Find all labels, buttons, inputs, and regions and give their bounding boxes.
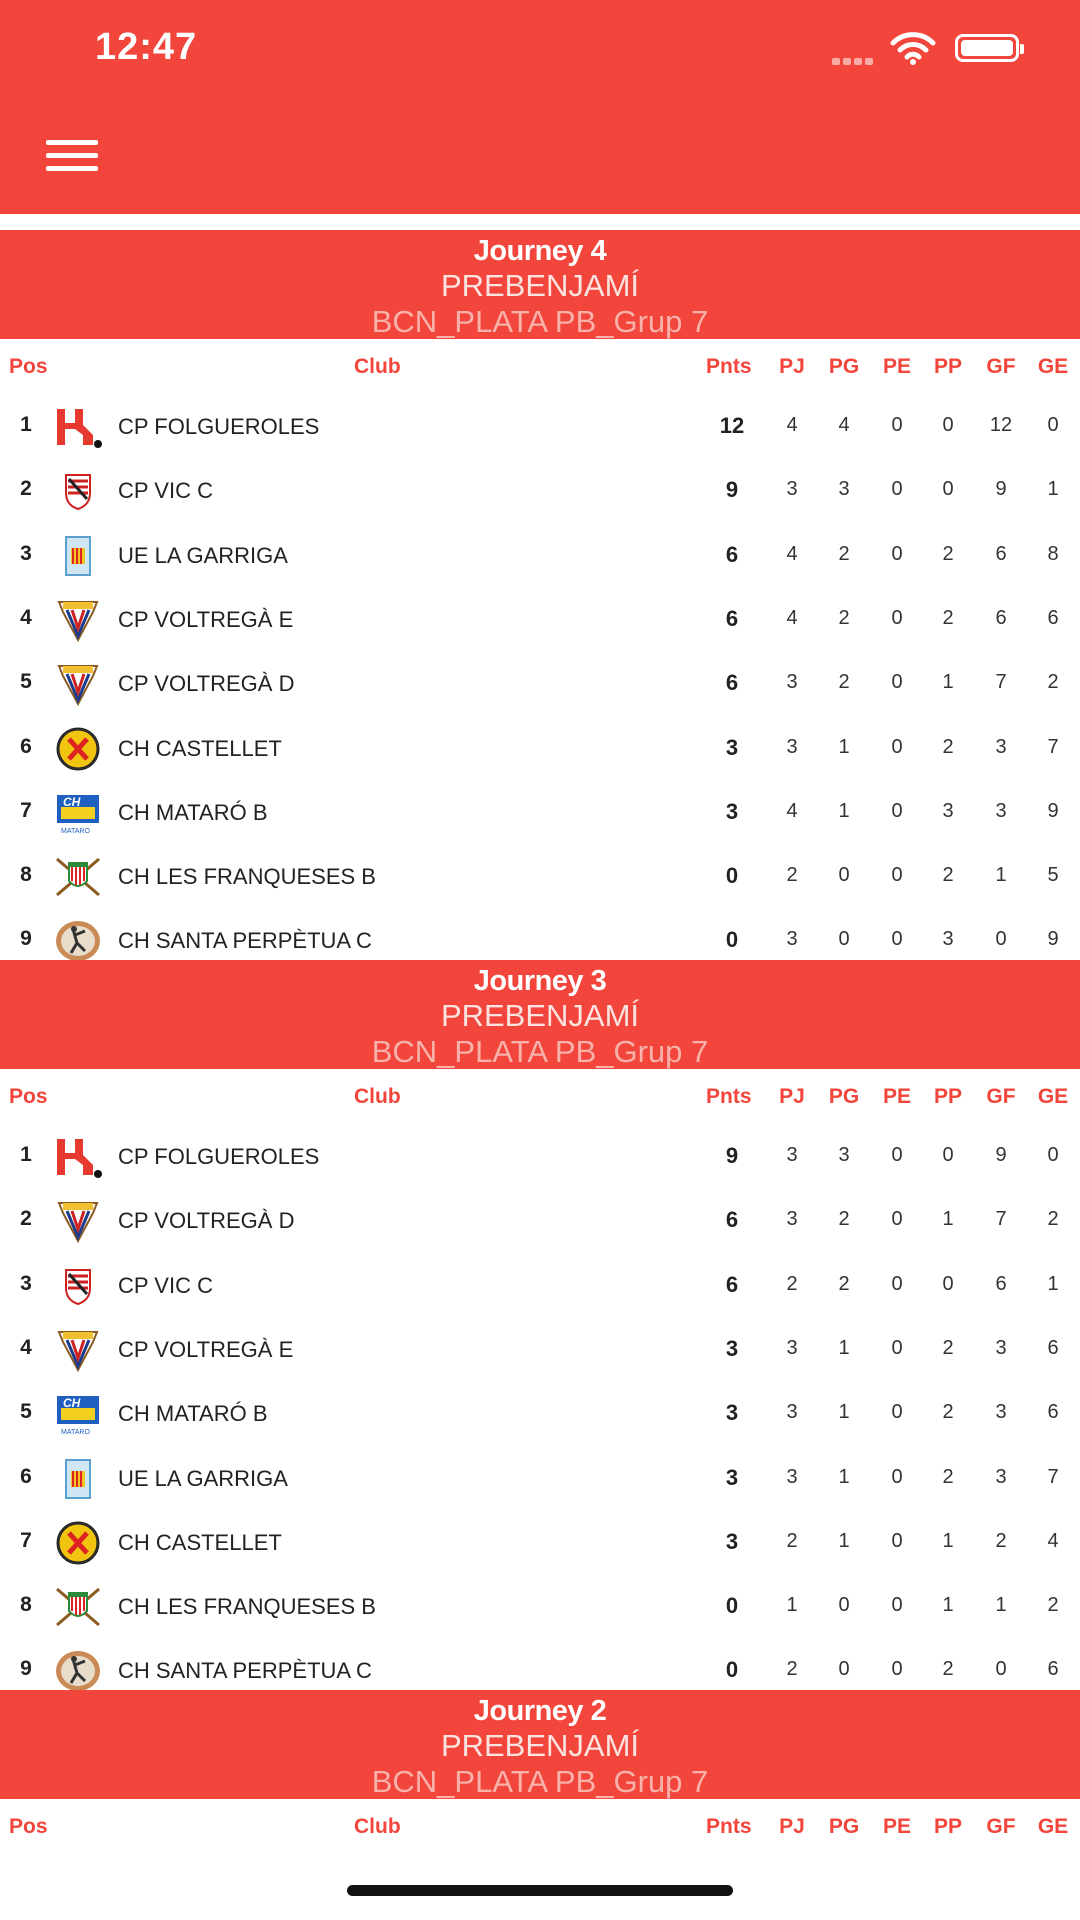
row-pe: 0 bbox=[891, 1144, 903, 1166]
row-pg: 1 bbox=[838, 799, 850, 822]
row-position: 7 bbox=[20, 798, 32, 822]
row-ge: 0 bbox=[1047, 414, 1059, 436]
club-name: CP FOLGUEROLES bbox=[118, 1144, 320, 1169]
table-row[interactable] bbox=[0, 1447, 1080, 1511]
row-pe: 0 bbox=[891, 928, 903, 951]
row-pp: 0 bbox=[942, 478, 954, 501]
row-gf: 12 bbox=[989, 414, 1013, 436]
journey-group: BCN_PLATA PB_Grup 7 bbox=[371, 1764, 709, 1799]
club-name: UE LA GARRIGA bbox=[118, 1465, 288, 1491]
row-points: 0 bbox=[725, 927, 739, 953]
club-name: CH LES FRANQUESES B bbox=[118, 864, 376, 890]
row-points: 3 bbox=[725, 734, 739, 760]
row-gf: 1 bbox=[995, 1594, 1007, 1617]
column-ge: GE bbox=[1037, 355, 1069, 378]
row-ge: 2 bbox=[1047, 1208, 1059, 1231]
row-gf: 6 bbox=[995, 606, 1007, 629]
wifi-icon bbox=[890, 30, 936, 66]
club-name: CH CASTELLET bbox=[118, 735, 282, 761]
row-position: 4 bbox=[20, 1335, 32, 1359]
row-gf: 3 bbox=[995, 799, 1007, 822]
column-pj: PJ bbox=[779, 355, 805, 378]
row-position: 1 bbox=[20, 413, 32, 436]
signal-icon bbox=[832, 52, 882, 60]
row-pe: 0 bbox=[891, 414, 903, 436]
row-pj: 3 bbox=[786, 478, 798, 501]
row-pj: 2 bbox=[786, 1658, 798, 1681]
row-ge: 8 bbox=[1047, 542, 1059, 565]
club-name: CP VOLTREGÀ D bbox=[118, 671, 295, 697]
row-pj: 3 bbox=[786, 1336, 798, 1359]
row-gf: 2 bbox=[995, 1529, 1007, 1552]
row-pg: 1 bbox=[838, 1336, 850, 1359]
column-pj: PJ bbox=[779, 1085, 805, 1108]
row-position: 9 bbox=[20, 927, 32, 951]
club-name: CP VIC C bbox=[118, 1272, 213, 1298]
row-pp: 3 bbox=[942, 799, 954, 822]
table-row[interactable] bbox=[0, 652, 1080, 716]
row-ge: 5 bbox=[1047, 864, 1059, 887]
row-position: 8 bbox=[20, 863, 32, 887]
row-pe: 0 bbox=[891, 1336, 903, 1359]
row-ge: 1 bbox=[1047, 1272, 1059, 1295]
row-gf: 7 bbox=[995, 1208, 1007, 1231]
row-ge: 1 bbox=[1047, 478, 1059, 501]
row-gf: 3 bbox=[995, 1401, 1007, 1424]
club-name: CH SANTA PERPÈTUA C bbox=[118, 1658, 372, 1684]
table-row[interactable] bbox=[0, 459, 1080, 523]
voltrega-logo bbox=[53, 1328, 103, 1372]
journey-title: Journey 3 bbox=[473, 965, 607, 997]
row-pg: 4 bbox=[838, 414, 850, 436]
column-pnts: Pnts bbox=[706, 1815, 752, 1838]
row-position: 7 bbox=[20, 1528, 32, 1552]
row-ge: 7 bbox=[1047, 1465, 1059, 1488]
table-row[interactable] bbox=[0, 1511, 1080, 1575]
row-position: 1 bbox=[20, 1143, 32, 1166]
table-row[interactable] bbox=[0, 1318, 1080, 1382]
row-position: 6 bbox=[20, 1464, 32, 1488]
row-pp: 0 bbox=[942, 1272, 954, 1295]
row-pe: 0 bbox=[891, 1529, 903, 1552]
row-position: 2 bbox=[20, 1207, 32, 1231]
club-name: UE LA GARRIGA bbox=[118, 542, 288, 568]
column-ge: GE bbox=[1037, 1085, 1069, 1108]
row-points: 3 bbox=[725, 1335, 739, 1361]
castellet-logo bbox=[53, 727, 103, 771]
row-gf: 9 bbox=[995, 1144, 1007, 1166]
row-pe: 0 bbox=[891, 864, 903, 887]
row-pg: 3 bbox=[838, 478, 850, 501]
castellet-logo bbox=[53, 1521, 103, 1565]
row-position: 9 bbox=[20, 1657, 32, 1681]
row-points: 9 bbox=[725, 477, 739, 503]
row-gf: 0 bbox=[995, 1658, 1007, 1681]
voltrega-logo bbox=[53, 1199, 103, 1243]
row-ge: 6 bbox=[1047, 606, 1059, 629]
row-ge: 6 bbox=[1047, 1658, 1059, 1681]
column-pp: PP bbox=[933, 1085, 962, 1108]
column-pg: PG bbox=[828, 1815, 860, 1838]
column-pnts: Pnts bbox=[706, 355, 752, 378]
row-points: 0 bbox=[725, 1657, 739, 1683]
journey-header bbox=[0, 1690, 1080, 1799]
club-name: CH CASTELLET bbox=[118, 1529, 282, 1555]
row-pg: 1 bbox=[838, 1529, 850, 1552]
column-pos: Pos bbox=[9, 1085, 48, 1108]
column-pg: PG bbox=[828, 355, 860, 378]
svg-text:CH: CH bbox=[63, 794, 81, 809]
row-pg: 2 bbox=[838, 542, 850, 565]
column-club: Club bbox=[354, 355, 401, 378]
row-pj: 2 bbox=[786, 864, 798, 887]
row-ge: 2 bbox=[1047, 1594, 1059, 1617]
row-pe: 0 bbox=[891, 478, 903, 501]
row-gf: 1 bbox=[995, 864, 1007, 887]
mataro-logo bbox=[53, 791, 103, 835]
row-position: 3 bbox=[20, 541, 32, 565]
row-pe: 0 bbox=[891, 606, 903, 629]
column-ge: GE bbox=[1037, 1815, 1069, 1838]
row-ge: 0 bbox=[1047, 1144, 1059, 1166]
row-pp: 0 bbox=[942, 414, 954, 436]
column-pe: PE bbox=[882, 355, 911, 378]
perpetua-logo bbox=[53, 1649, 103, 1693]
row-pg: 2 bbox=[838, 1272, 850, 1295]
column-pe: PE bbox=[882, 1815, 911, 1838]
row-position: 3 bbox=[20, 1271, 32, 1295]
row-pj: 3 bbox=[786, 671, 798, 694]
row-pj: 3 bbox=[786, 928, 798, 951]
row-pg: 1 bbox=[838, 735, 850, 758]
column-pe: PE bbox=[882, 1085, 911, 1108]
row-pp: 2 bbox=[942, 606, 954, 629]
journey-group: BCN_PLATA PB_Grup 7 bbox=[371, 1034, 709, 1069]
row-points: 9 bbox=[725, 1143, 739, 1168]
row-points: 3 bbox=[725, 1528, 739, 1554]
club-name: CP VOLTREGÀ E bbox=[118, 1336, 294, 1362]
column-header bbox=[0, 1803, 1080, 1855]
row-pj: 3 bbox=[786, 1208, 798, 1231]
row-pg: 2 bbox=[838, 671, 850, 694]
home-indicator bbox=[347, 1885, 733, 1896]
row-pp: 1 bbox=[942, 1594, 954, 1617]
row-gf: 9 bbox=[995, 478, 1007, 501]
row-pj: 3 bbox=[786, 1144, 798, 1166]
journey-title: Journey 4 bbox=[473, 235, 607, 267]
row-pj: 3 bbox=[786, 1465, 798, 1488]
row-pe: 0 bbox=[891, 1208, 903, 1231]
row-points: 6 bbox=[725, 1207, 739, 1233]
table-row[interactable] bbox=[0, 1382, 1080, 1446]
row-position: 6 bbox=[20, 734, 32, 758]
row-ge: 6 bbox=[1047, 1401, 1059, 1424]
row-pg: 2 bbox=[838, 1208, 850, 1231]
column-pos: Pos bbox=[9, 1815, 48, 1838]
row-points: 0 bbox=[725, 1593, 739, 1619]
perpetua-logo bbox=[53, 919, 103, 963]
row-pg: 1 bbox=[838, 1401, 850, 1424]
row-pg: 0 bbox=[838, 928, 850, 951]
journey-header bbox=[0, 230, 1080, 339]
row-pe: 0 bbox=[891, 1658, 903, 1681]
row-gf: 6 bbox=[995, 542, 1007, 565]
journey-category: PREBENJAMÍ bbox=[440, 1728, 640, 1763]
row-pp: 1 bbox=[942, 671, 954, 694]
row-pp: 2 bbox=[942, 1401, 954, 1424]
journey-category: PREBENJAMÍ bbox=[440, 268, 640, 303]
mataro-logo bbox=[53, 1392, 103, 1436]
row-points: 6 bbox=[725, 1271, 739, 1297]
row-pj: 3 bbox=[786, 735, 798, 758]
row-gf: 3 bbox=[995, 1465, 1007, 1488]
column-gf: GF bbox=[986, 355, 1016, 378]
table-row[interactable] bbox=[0, 845, 1080, 909]
journey-group: BCN_PLATA PB_Grup 7 bbox=[371, 304, 709, 339]
svg-text:CH: CH bbox=[63, 1396, 81, 1411]
row-position: 2 bbox=[20, 477, 32, 501]
table-row[interactable] bbox=[0, 1575, 1080, 1639]
row-ge: 9 bbox=[1047, 928, 1059, 951]
row-pp: 2 bbox=[942, 1336, 954, 1359]
table-row[interactable] bbox=[0, 781, 1080, 845]
row-points: 3 bbox=[725, 1400, 739, 1426]
row-pp: 0 bbox=[942, 1144, 954, 1166]
row-pj: 2 bbox=[786, 1529, 798, 1552]
voltrega-logo bbox=[53, 598, 103, 642]
row-pg: 0 bbox=[838, 1594, 850, 1617]
row-position: 5 bbox=[20, 670, 32, 694]
club-name: CP VOLTREGÀ E bbox=[118, 606, 294, 632]
row-pg: 0 bbox=[838, 1658, 850, 1681]
row-gf: 3 bbox=[995, 735, 1007, 758]
row-position: 4 bbox=[20, 605, 32, 629]
voltrega-logo bbox=[53, 662, 103, 706]
row-pg: 2 bbox=[838, 606, 850, 629]
vic-logo bbox=[53, 469, 103, 513]
table-row[interactable] bbox=[0, 1189, 1080, 1253]
table-row[interactable] bbox=[0, 524, 1080, 588]
column-gf: GF bbox=[986, 1815, 1016, 1838]
row-pe: 0 bbox=[891, 671, 903, 694]
row-gf: 3 bbox=[995, 1336, 1007, 1359]
row-pj: 4 bbox=[786, 606, 798, 629]
folgueroles-logo bbox=[53, 405, 103, 449]
nav-bar bbox=[0, 100, 1080, 214]
column-club: Club bbox=[354, 1815, 401, 1838]
row-pp: 1 bbox=[942, 1529, 954, 1552]
row-pe: 0 bbox=[891, 799, 903, 822]
status-time: 12:47 bbox=[95, 26, 198, 68]
club-name: CP FOLGUEROLES bbox=[118, 414, 320, 439]
table-row[interactable] bbox=[0, 588, 1080, 652]
row-gf: 6 bbox=[995, 1272, 1007, 1295]
row-gf: 7 bbox=[995, 671, 1007, 694]
status-bar bbox=[0, 0, 1080, 100]
row-points: 3 bbox=[725, 798, 739, 824]
table-row[interactable] bbox=[0, 395, 1080, 459]
column-header bbox=[0, 1073, 1080, 1125]
row-pp: 1 bbox=[942, 1208, 954, 1231]
club-name: CP VOLTREGÀ D bbox=[118, 1208, 295, 1234]
column-pg: PG bbox=[828, 1085, 860, 1108]
row-position: 8 bbox=[20, 1593, 32, 1617]
row-points: 3 bbox=[725, 1464, 739, 1490]
row-points: 0 bbox=[725, 863, 739, 889]
row-pj: 4 bbox=[786, 414, 798, 436]
svg-text:MATARO: MATARO bbox=[61, 827, 90, 835]
row-ge: 7 bbox=[1047, 735, 1059, 758]
franqueses-logo bbox=[53, 1585, 103, 1629]
row-points: 12 bbox=[719, 413, 745, 438]
row-points: 6 bbox=[725, 541, 739, 567]
row-pp: 3 bbox=[942, 928, 954, 951]
row-pe: 0 bbox=[891, 735, 903, 758]
hamburger-menu-icon[interactable] bbox=[46, 140, 98, 176]
row-position: 5 bbox=[20, 1400, 32, 1424]
table-row[interactable] bbox=[0, 717, 1080, 781]
row-pe: 0 bbox=[891, 542, 903, 565]
column-gf: GF bbox=[986, 1085, 1016, 1108]
table-row[interactable] bbox=[0, 1254, 1080, 1318]
row-pj: 1 bbox=[786, 1594, 798, 1617]
row-gf: 0 bbox=[995, 928, 1007, 951]
svg-text:MATARO: MATARO bbox=[61, 1429, 90, 1437]
row-pj: 4 bbox=[786, 799, 798, 822]
journey-header bbox=[0, 960, 1080, 1069]
garriga-logo bbox=[53, 534, 103, 578]
row-pp: 2 bbox=[942, 864, 954, 887]
journey-category: PREBENJAMÍ bbox=[440, 998, 640, 1033]
club-name: CP VIC C bbox=[118, 478, 213, 504]
column-pp: PP bbox=[933, 1815, 962, 1838]
row-pj: 3 bbox=[786, 1401, 798, 1424]
row-pg: 1 bbox=[838, 1465, 850, 1488]
battery-icon bbox=[955, 34, 1019, 62]
row-pp: 2 bbox=[942, 1658, 954, 1681]
row-points: 6 bbox=[725, 605, 739, 631]
row-ge: 4 bbox=[1047, 1529, 1059, 1552]
row-ge: 6 bbox=[1047, 1336, 1059, 1359]
column-pos: Pos bbox=[9, 355, 48, 378]
row-pp: 2 bbox=[942, 735, 954, 758]
row-pp: 2 bbox=[942, 1465, 954, 1488]
row-pe: 0 bbox=[891, 1465, 903, 1488]
vic-logo bbox=[53, 1264, 103, 1308]
garriga-logo bbox=[53, 1457, 103, 1501]
club-name: CH SANTA PERPÈTUA C bbox=[118, 928, 372, 954]
journey-title: Journey 2 bbox=[473, 1695, 607, 1727]
column-pj: PJ bbox=[779, 1815, 805, 1838]
row-pg: 3 bbox=[838, 1144, 850, 1166]
franqueses-logo bbox=[53, 855, 103, 899]
row-pe: 0 bbox=[891, 1401, 903, 1424]
row-ge: 2 bbox=[1047, 671, 1059, 694]
row-pj: 2 bbox=[786, 1272, 798, 1295]
row-pp: 2 bbox=[942, 542, 954, 565]
row-pe: 0 bbox=[891, 1594, 903, 1617]
row-pe: 0 bbox=[891, 1272, 903, 1295]
row-pj: 4 bbox=[786, 542, 798, 565]
club-name: CH MATARÓ B bbox=[118, 1401, 268, 1427]
club-name: CH MATARÓ B bbox=[118, 799, 268, 825]
column-pnts: Pnts bbox=[706, 1085, 752, 1108]
table-row[interactable] bbox=[0, 1125, 1080, 1189]
row-pg: 0 bbox=[838, 864, 850, 887]
row-points: 6 bbox=[725, 670, 739, 696]
club-name: CH LES FRANQUESES B bbox=[118, 1594, 376, 1620]
column-club: Club bbox=[354, 1085, 401, 1108]
folgueroles-logo bbox=[53, 1135, 103, 1179]
column-header bbox=[0, 343, 1080, 395]
row-ge: 9 bbox=[1047, 799, 1059, 822]
column-pp: PP bbox=[933, 355, 962, 378]
